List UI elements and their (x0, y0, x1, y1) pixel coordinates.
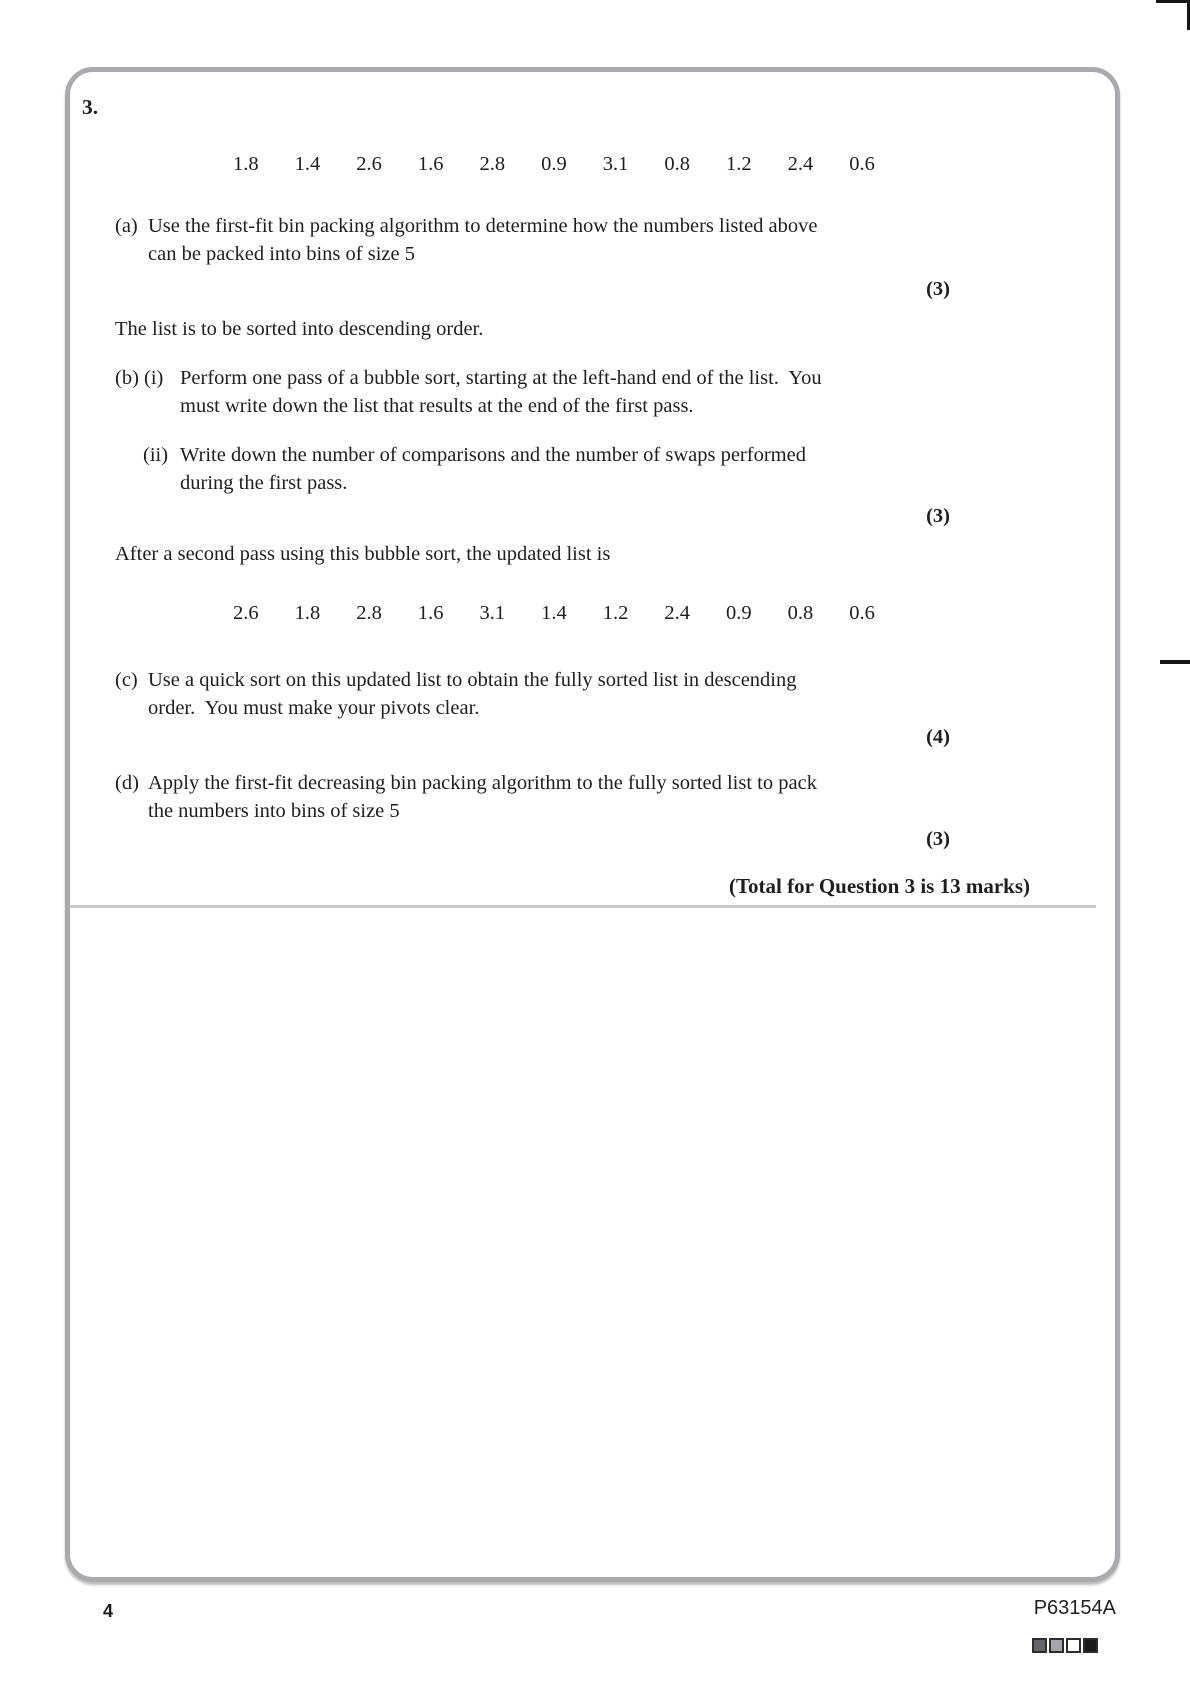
paper-code: P63154A (1033, 1597, 1116, 1619)
list-value: 2.8 (479, 153, 506, 175)
list-value: 0.8 (664, 153, 690, 175)
part-c-line-2: order. You must make your pivots clear. (148, 696, 480, 719)
part-b-i-line-1: Perform one pass of a bubble sort, starting at the left-hand end of the list. You (180, 367, 822, 389)
question-frame (65, 67, 1120, 1582)
part-b-i-paragraph (70, 365, 1115, 420)
part-c-line-1: Use a quick sort on this updated list to obtain the fully sorted list in descending (148, 669, 797, 691)
list-value: 1.4 (294, 153, 321, 175)
list-value: 2.8 (356, 602, 382, 624)
part-a-line-1: Use the first-fit bin packing algorithm to determine how the numbers listed above (148, 215, 818, 237)
part-a-paragraph (70, 213, 1115, 268)
list-value: 0.6 (849, 602, 875, 624)
part-d-line-1: Apply the first-fit decreasing bin packing algorithm to the fully sorted list to pack (148, 772, 817, 794)
part-c-label: (c) (115, 669, 138, 691)
list-value: 1.6 (417, 602, 444, 624)
part-d-paragraph (70, 770, 1115, 825)
sort-instruction-text: The list is to be sorted into descending order. (115, 318, 484, 340)
part-b-ii-line-1: Write down the number of comparisons and the number of swaps performed (180, 444, 806, 466)
part-b-i-label: (b) (i) (115, 367, 164, 389)
list-value: 3.1 (479, 602, 506, 624)
part-c-paragraph (70, 667, 1115, 722)
part-b-i-line-2: must write down the list that results at the end of the first pass. (180, 394, 694, 417)
list-value: 2.4 (664, 602, 690, 624)
second-pass-text: After a second pass using this bubble sort, the updated list is (115, 543, 611, 565)
list-value: 0.9 (541, 153, 567, 175)
part-b-ii-line-2: during the first pass. (180, 471, 348, 494)
list-value: 2.4 (787, 153, 814, 175)
edge-crop-mark-icon (1160, 660, 1190, 664)
total-divider-rule (70, 905, 1096, 908)
list-value: 0.9 (726, 602, 752, 624)
question-total-marks: (Total for Question 3 is 13 marks) (728, 874, 1030, 898)
list-value: 1.6 (417, 153, 444, 175)
part-d-line-2: the numbers into bins of size 5 (148, 799, 400, 822)
part-b-marks: (3) (926, 505, 950, 527)
number-list-initial (233, 153, 875, 176)
part-a-label: (a) (115, 215, 138, 237)
part-a-line-2: can be packed into bins of size 5 (148, 242, 415, 265)
registration-square (1032, 1638, 1047, 1653)
part-b-ii-paragraph (70, 442, 1115, 497)
part-c-marks: (4) (926, 726, 950, 748)
part-a-marks: (3) (926, 278, 950, 300)
part-b-ii-label: (ii) (143, 444, 169, 466)
list-value: 0.8 (787, 602, 814, 624)
list-value: 1.4 (541, 602, 567, 624)
corner-crop-mark-icon (1156, 0, 1190, 30)
registration-square (1049, 1638, 1064, 1653)
page-number: 4 (103, 1601, 114, 1621)
list-value: 1.2 (726, 153, 752, 175)
number-list-updated (233, 602, 875, 625)
list-value: 1.2 (602, 602, 629, 624)
registration-square (1066, 1638, 1081, 1653)
registration-marks (1032, 1638, 1098, 1653)
list-value: 3.1 (602, 153, 629, 175)
part-d-label: (d) (115, 772, 139, 794)
list-value: 1.8 (233, 153, 259, 175)
list-value: 2.6 (356, 153, 382, 175)
list-value: 1.8 (294, 602, 321, 624)
list-value: 0.6 (849, 153, 875, 175)
list-value: 2.6 (233, 602, 259, 624)
registration-square (1083, 1638, 1098, 1653)
part-d-marks: (3) (926, 828, 950, 850)
question-number: 3. (82, 95, 99, 119)
